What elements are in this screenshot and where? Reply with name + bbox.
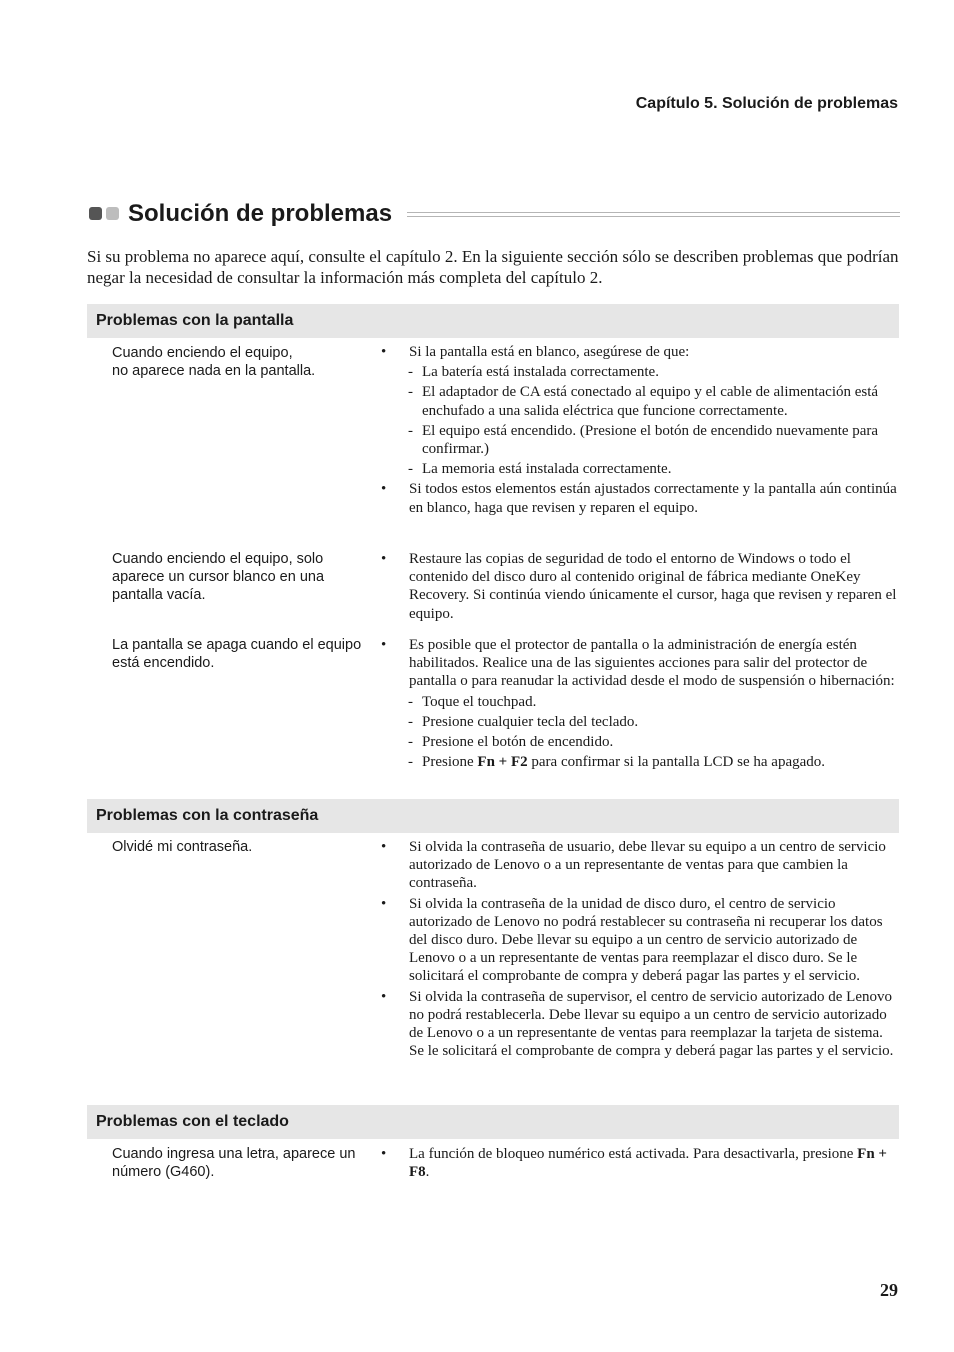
problem-text: Cuando enciendo el equipo, solo aparece un cursor blanco en una pantalla vacía. (112, 551, 325, 603)
bullet-icon: • (381, 344, 387, 360)
bullet-item (381, 550, 901, 623)
problem-text: Cuando ingresa una letra, aparece un número (G460). (112, 1146, 356, 1180)
chapter-header: Capítulo 5. Solución de problemas (635, 95, 898, 112)
intro-text: Si su problema no aparece aquí, consulte el capítulo 2. En la siguiente sección sólo se describen problemas que podrían negar la necesidad de consultar la información más completa del capítulo 2. (87, 247, 899, 287)
dash-icon: - (408, 734, 413, 751)
bullet-text: Restaure las copias de seguridad de todo el entorno de Windows o todo el contenido del disco duro al contenido original de fábrica mediante OneKey Recovery. Si continúa viendo únicamente el cursor, haga que revisen y reparen el equipo. (409, 551, 897, 622)
bullet-icon: • (381, 1146, 387, 1162)
bullet-item (381, 480, 901, 516)
solution-list (381, 550, 901, 625)
sub-item-text: La memoria está instalada correctamente. (422, 461, 672, 478)
bullet-text-post: . (425, 1164, 430, 1181)
dash-icon: - (408, 713, 413, 730)
bullet-icon: • (381, 988, 387, 1005)
section-heading-pantalla: Problemas con la pantalla (87, 304, 899, 338)
sub-item-text: El equipo está encendido. (Presione el botón de encendido nuevamente para confirmar.) (422, 422, 879, 458)
bullet-item (381, 636, 901, 691)
dash-icon: - (408, 754, 413, 771)
bullet-text-pre: La función de bloqueo numérico está activada. Para desactivarla, presione (409, 1146, 858, 1162)
bullet-text: Si la pantalla está en blanco, asegúrese de que: (409, 344, 690, 360)
bullet-icon: • (381, 637, 387, 653)
bullet-item (381, 1145, 901, 1181)
bullet-item (381, 343, 901, 361)
page-title: Solución de problemas (128, 198, 400, 230)
bullet-item (381, 838, 901, 893)
bullet-item (381, 988, 901, 1061)
bullet-icon: • (381, 895, 387, 912)
sub-item-text: Toque el touchpad. (422, 693, 537, 710)
bullet-icon: • (381, 839, 387, 855)
sub-item-text: Presione el botón de encendido. (422, 734, 614, 751)
bullet-text: Si todos estos elementos están ajustados correctamente y la pantalla aún continúa en blanco, haga que revisen y reparen el equipo. (409, 481, 897, 516)
bullet-icon: • (381, 551, 387, 567)
sub-item (381, 363, 901, 381)
bullet-text: Si olvida la contraseña de la unidad de disco duro, el centro de servicio autorizado de Lenovo no podrá restablecer su contraseña ni recuperar los datos del disco duro. Debe llevar su equipo a un centro de servicio autorizado de Lenovo o a un representante de ventas para reemplazar el disco duro. Se le solicitará el comprobante de compra y deberá pagar las partes y el servicio. (409, 895, 883, 985)
bullet-text: Si olvida la contraseña de usuario, debe llevar su equipo a un centro de servicio autorizado de Lenovo o a un representante de ventas para que cambien la contraseña. (409, 839, 886, 892)
dash-icon: - (408, 384, 413, 401)
solution-list (381, 1145, 901, 1183)
problem-text: Olvidé mi contraseña. (112, 839, 253, 855)
title-square-light-icon (106, 207, 119, 220)
section-heading-teclado: Problemas con el teclado (87, 1105, 899, 1139)
sub-item-text: La batería está instalada correctamente. (422, 364, 659, 381)
bullet-text: Es posible que el protector de pantalla o la administración de energía estén habilitados. Realice una de las siguientes acciones para salir del protector de pantalla o para reanudar la actividad desde el modo de suspensión o hibernación: (409, 637, 895, 690)
title-square-dark-icon (89, 207, 102, 220)
sub-item (381, 753, 901, 771)
dash-icon: - (408, 422, 413, 439)
sub-item (381, 422, 901, 458)
problem-text: La pantalla se apaga cuando el equipo está encendido. (112, 637, 362, 671)
section-heading-contrasena: Problemas con la contraseña (87, 799, 899, 833)
section-title-row (87, 198, 900, 230)
bullet-item (381, 895, 901, 986)
dash-icon: - (408, 461, 413, 478)
sub-item-text-pre: Presione (422, 754, 478, 771)
title-rule (407, 212, 900, 217)
key-combo: Fn + F8 (409, 1146, 887, 1181)
sub-item (381, 693, 901, 711)
sub-item-text: El adaptador de CA está conectado al equipo y el cable de alimentación está enchufado a una salida eléctrica que funcione correctamente. (422, 384, 879, 419)
intro-paragraph (87, 246, 902, 288)
solution-list (381, 636, 901, 773)
sub-item (381, 383, 901, 419)
sub-item-text-post: para confirmar si la pantalla LCD se ha apagado. (527, 754, 826, 771)
solution-list (381, 838, 901, 1062)
bullet-text: Si olvida la contraseña de supervisor, el centro de servicio autorizado de Lenovo no podrá restablecerla. Debe llevar su equipo a un centro de servicio autorizado de Lenovo o a un representante de ventas para reemplazar la tarjeta de sistema. Se le solicitará el comprobante de compra y deberá pagar las partes y el servicio. (409, 988, 894, 1060)
key-combo: Fn + F2 (477, 754, 528, 771)
sub-item (381, 460, 901, 478)
sub-item-text: Presione cualquier tecla del teclado. (422, 713, 639, 730)
problem-text: Cuando enciendo el equipo, no aparece nada en la pantalla. (112, 345, 316, 379)
sub-item (381, 733, 901, 751)
page-number: 29 (880, 1280, 898, 1300)
dash-icon: - (408, 364, 413, 381)
dash-icon: - (408, 693, 413, 710)
sub-item (381, 713, 901, 731)
bullet-icon: • (381, 481, 387, 498)
solution-list (381, 343, 901, 519)
